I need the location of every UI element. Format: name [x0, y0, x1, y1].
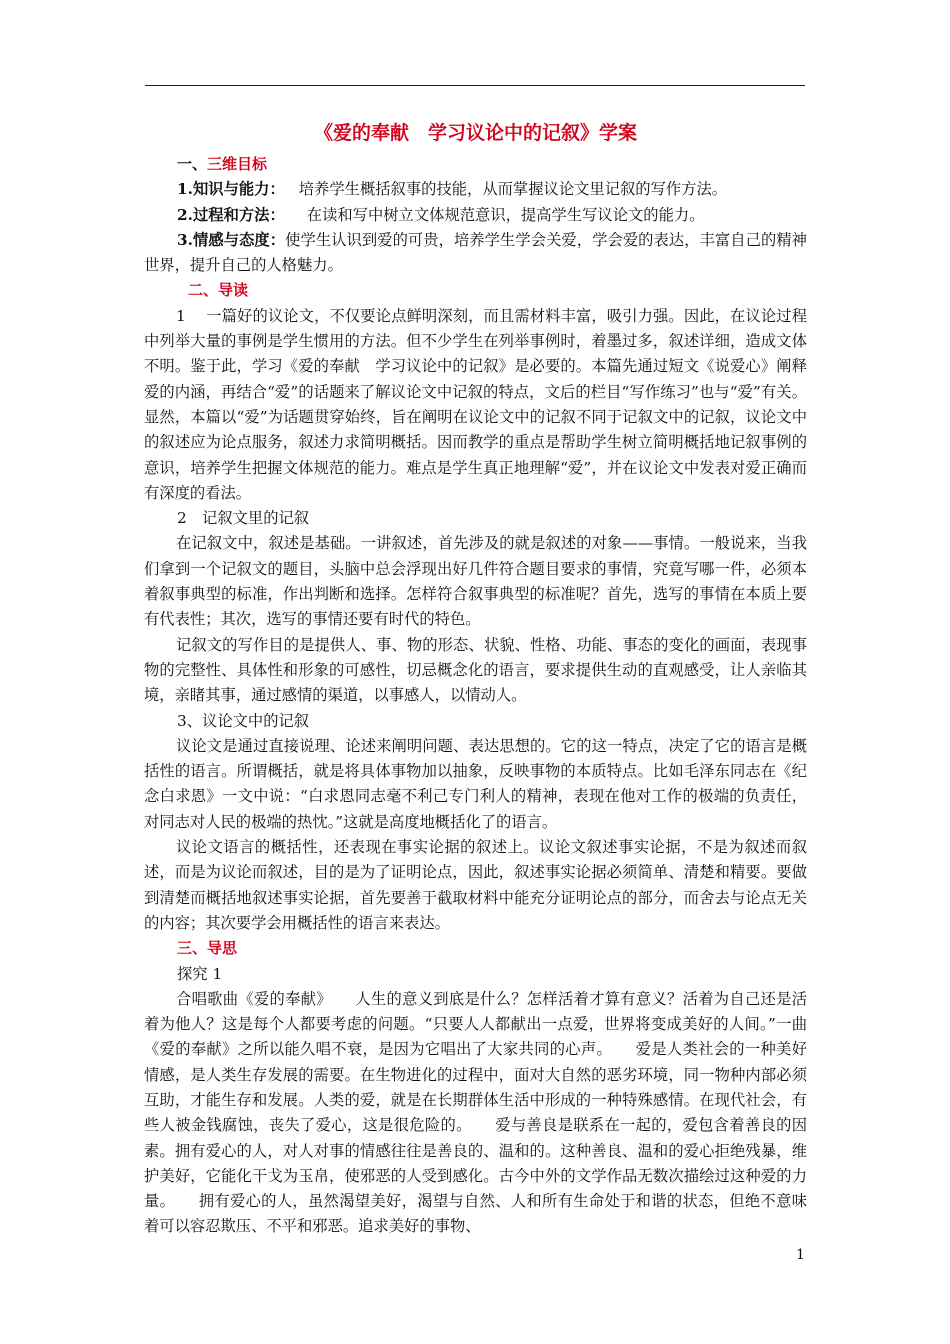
section-heading-goals [144, 152, 807, 177]
goal-label: 1.知识与能力： [177, 180, 285, 199]
section-heading-guide [144, 278, 807, 303]
section-text: 二、 [188, 281, 219, 300]
explore-paragraph-1: 合唱歌曲《爱的奉献》 人生的意义到底是什么？怎样活着才算有意义？活着为自己还是活着为他人？这是每个人都要考虑的问题。“只要人人都献出一点爱，世界将变成美好的人间。”一曲《爱的奉献》之所以能久唱不衰，是因为它唱出了大家共同的心声。 爱是人类社会的一种美好情感，是人类生存发展的需要。在生物进化的过程中，面对大自然的恶劣环境，同一物种内部必须互助，才能生存和发展。人类的爱，就是在长期群体生活中形成的一种特殊感情。在现代社会，有些人被金钱腐蚀，丧失了爱心，这是很危险的。 爱与善良是联系在一起的，爱包含着善良的因素。拥有爱心的人，对人对事的情感往往是善良的、温和的。这种善良、温和的爱心拒绝残暴，维护美好，它能化干戈为玉帛，使邪恶的人受到感化。古今中外的文学作品无数次描绘过这种爱的力量。 拥有爱心的人，虽然渴望美好，渴望与自然、人和所有生命处于和谐的状态，但绝不意味着可以容忍欺压、不平和邪恶。追求美好的事物、 [144, 989, 807, 1236]
guide-paragraph-3: 记叙文的写作目的是提供人、事、物的形态、状貌、性格、功能、事态的变化的画面，表现事物的完整性、具体性和形象的可感性，切忌概念化的语言，要求提供生动的直观感受，让人亲临其境，亲睹其事，通过感情的渠道，以事感人，以情动人。 [144, 635, 807, 705]
goal-knowledge [144, 177, 807, 202]
section-heading-think [144, 936, 807, 961]
goal-text: 使学生认识到爱的可贵，培养学生学会关爱，学会爱的表达，丰富自己的精神世界，提升自己的人格魅力。 [144, 230, 807, 275]
header-rule [145, 85, 805, 86]
goal-text: 培养学生概括叙事的技能，从而掌握议论文里记叙的写作方法。 [298, 180, 728, 199]
explore-heading-1: 探究 1 [177, 964, 223, 983]
guide-paragraph-2: 在记叙文中，叙述是基础。一讲叙述，首先涉及的就是叙述的对象——事情。一般说来，当我们拿到一个记叙文的题目，头脑中总会浮现出好几件符合题目要求的事情，究竟写哪一件，必须本着叙事典型的标准，作出判断和选择。怎样符合叙事典型的标准呢？首先，选写的事情在本质上要有代表性；其次，选写的事情还要有时代的特色。 [144, 534, 807, 629]
guide-paragraph-1: 1 一篇好的议论文，不仅要论点鲜明深刻，而且需材料丰富，吸引力强。因此，在议论过程中列举大量的事例是学生惯用的方法。但不少学生在列举事例时，着墨过多，叙述详细，造成文体不明。鉴于此，学习《爱的奉献 学习议论中的记叙》是必要的。本篇先通过短文《说爱心》阐释爱的内涵，再结合“爱”的话题来了解议论文中记叙的特点，文后的栏目“写作练习”也与“爱”有关。显然，本篇以“爱”为话题贯穿始终，旨在阐明在议论文中的记叙不同于记叙文中的记叙，议论文中的叙述应为论点服务，叙述力求简明概括。因而教学的重点是帮助学生树立简明概括地记叙事例的意识，培养学生把握文体规范的能力。难点是学生真正地理解“爱”，并在议论文中发表对爱正确而有深度的看法。 [144, 306, 807, 502]
guide-subheading-3: 3、议论文中的记叙 [177, 711, 310, 730]
section-text: 导读 [218, 281, 249, 300]
goal-label: 2.过程和方法： [177, 205, 285, 224]
section-text: 三维目标 [207, 155, 268, 173]
guide-paragraph-5: 议论文语言的概括性，还表现在事实论据的叙述上。议论文叙述事实论据，不是为叙述而叙述，而是为议论而叙述，目的是为了证明论点，因此，叙述事实论据必须简单、清楚和精要。要做到清楚而概括地叙述事实论据，首先要善于截取材料中能充分证明论点的部分，而舍去与论点无关的内容；其次要学会用概括性的语言来表达。 [144, 838, 807, 932]
guide-paragraph-4: 议论文是通过直接说理、论述来阐明问题、表达思想的。它的这一特点，决定了它的语言是概括性的语言。所谓概括，就是将具体事物加以抽象，反映事物的本质特点。比如毛泽东同志在《纪念白求恩》一文中说：“白求恩同志毫不利己专门利人的精神，表现在他对工作的极端的负责任，对同志对人民的极端的热忱。”这就是高度地概括化了的语言。 [144, 736, 807, 831]
section-number: 一、 [177, 155, 208, 173]
goal-process [144, 203, 807, 228]
goal-text: 在读和写中树立文体规范意识，提高学生写议论文的能力。 [306, 205, 705, 224]
goal-label: 3.情感与态度： [177, 230, 286, 249]
guide-subheading-2: 2 记叙文里的记叙 [177, 509, 310, 528]
document-body [144, 116, 807, 1240]
goal-emotion [144, 228, 807, 279]
page-number: 1 [796, 1247, 805, 1263]
document-title: 《爱的奉献 学习议论中的记叙》学案 [313, 122, 637, 144]
section-text: 三、 [177, 939, 208, 958]
section-text: 导思 [207, 939, 238, 958]
